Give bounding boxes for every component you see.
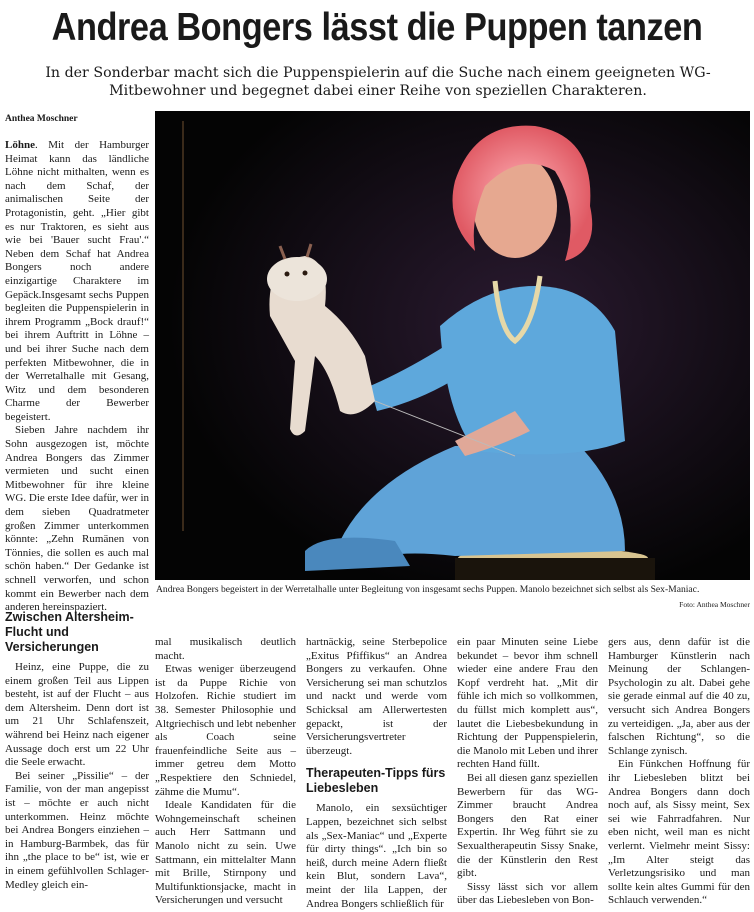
lead-paragraph: Löhne. Mit der Hamburger Heimat kann das ländliche Löhne nicht mithalten, wenn es nach dem Schaf, der animalischen Seite der Protagonistin, geht. „Hier gibt es nur Traktoren, es sieht aus wie bei 'Bauer sucht Frau'.“ Neben dem Schaf hat Andrea Bongers noch andere einzigartige Charaktere im Gepäck.Insgesamt sechs Puppen begleiten die Puppenspielerin in ihrem Programm „Bock drauf!“ bei ihrem Auftritt in Löhne – und bei ihrer Suche nach dem perfekten Mitbewohner, die in der Werretalhalle mit Gesang, Witz und dem besonderen Charme der Bewerber begeistert. bbox=[5, 139, 149, 423]
subheading-2: Therapeuten-Tipps fürs Liebesleben bbox=[306, 766, 446, 796]
article-column-4 bbox=[457, 636, 598, 908]
article-column-5 bbox=[608, 636, 750, 908]
paragraph: Manolo, ein sexsüchtiger Lappen, bezeichnet sich selbst als „Sex-Maniac“ und „Experte für dirty things“. „Ich bin so heiß, durch meine Adern fließt kein Blut, sondern Lava“, meint der lila Lappen, der Andrea Bongers schließlich für bbox=[306, 802, 447, 910]
stage-photo bbox=[155, 111, 750, 580]
article-column-3 bbox=[306, 636, 447, 911]
paragraph: Sieben Jahre nachdem ihr Sohn ausgezogen ist, möchte Andrea Bongers das Zimmer vermieten und sucht einen Mitbewohner für ihre kleine WG. Die erste Idee dafür, wer in dem sieben Quadratmeter großen Zimmer unterkommen könnte: „Zehn Rumänen von Tönnies, die sollen es auch mal schön haben.“ Der Gedanke ist schnell verworfen, und schon kommt ein Bewerber nach dem anderen hereinspaziert. bbox=[5, 424, 149, 614]
paragraph: ein paar Minuten seine Liebe bekundet – bevor ihm schnell wieder eine andere Frau den Kopf verdreht hat. „Mit dir fühle ich mich so vollkommen, du füllst mich komplett aus“, lautet die Liebesbekundung in Richtung der Puppenspielerin, die Manolo mit Leben und ihrer rechten Hand füllt. bbox=[457, 636, 598, 771]
photo-credit: Foto: Anthea Moschner bbox=[679, 600, 750, 609]
performer-with-puppet-image bbox=[155, 111, 750, 580]
paragraph: Bei all diesen ganz speziellen Bewerbern für das WG-Zimmer braucht Andrea Bongers den Rat einer Expertin. Ihr Weg führt sie zu Sexualtherapeutin Sissy Snake, die der Künstlerin den Rest gibt. bbox=[457, 771, 598, 880]
subheadline: In der Sonderbar macht sich die Puppenspielerin auf die Suche nach einem geeigneten WG-Mitbewohner und begegnet dabei einer Reihe von speziellen Charakteren. bbox=[45, 65, 711, 99]
subheading-1: Zwischen Altersheim-Flucht und Versicherungen bbox=[5, 610, 134, 654]
article-column-1-lower bbox=[5, 608, 149, 892]
dateline: Löhne bbox=[5, 139, 35, 151]
paragraph: gers aus, denn dafür ist die Hamburger Künstlerin nach Meinung der Schlangen-Psychologin zu alt. Dabei gehe sie gerade einmal auf die 40 zu, versucht sich Andrea Bongers zu verteidigen. „Ja, aber aus der falschen Richtung“, so die Schlange zynisch. bbox=[608, 636, 750, 757]
paragraph: mal musikalisch deutlich macht. bbox=[155, 636, 296, 662]
article-column-2 bbox=[155, 636, 296, 908]
paragraph: Bei seiner „Pissilie“ – der Familie, von der man angepisst ist – möchte er auch nicht unterkommen. Heinz möchte bei Andrea Bongers einziehen – in Hamburg-Barmbek, das für ihn „the place to be“ ist, wie er in einem gefühlvollen Schlager-Medley gleich ein- bbox=[5, 769, 149, 891]
photo-caption: Andrea Bongers begeistert in der Werretalhalle unter Begleitung von insgesamt sechs Puppen. Manolo bezeichnet sich selbst als Sex-Maniac. bbox=[156, 584, 700, 595]
paragraph: Sissy lässt sich vor allem über das Liebesleben von Bon- bbox=[457, 880, 598, 907]
paragraph: Heinz, eine Puppe, die zu einem großen Teil aus Lippen besteht, ist auf der Flucht – aus dem Altersheim. Denn dort ist um 21 Uhr Schlafenszeit, während bei Heinz nach eigener Aussage doch erst um 22 Uhr die Seele erwacht. bbox=[5, 661, 149, 769]
article-column-1 bbox=[5, 139, 149, 615]
paragraph: Etwas weniger überzeugend ist da Puppe Richie von Holzofen. Richie studiert im 38. Semester Philosophie und Altgriechisch und lebt nebenher als Coach seine frauenfeindliche Seite aus – immer getreu dem Motto „Respektiere den Schniedel, zähme die Mumu“. bbox=[155, 663, 296, 798]
paragraph: Ideale Kandidaten für die Wohngemeinschaft scheinen auch Herr Sattmann und Manolo nicht zu sein. Uwe Sattmann, ein mittelalter Mann mit Brille, Stirnpony und Multifunktionsjacke, macht in Versicherungen und versucht bbox=[155, 799, 296, 907]
paragraph: hartnäckig, seine Sterbepolice „Exitus Pfiffikus“ an Andrea Bongers zu verkaufen. Ohne Versicherung sei man schutzlos und nackt und werde vom Schicksal am Allerwertesten gepackt, ist der Versicherungsvertreter überzeugt. bbox=[306, 636, 447, 757]
author-byline: Anthea Moschner bbox=[5, 114, 78, 124]
headline: Andrea Bongers lässt die Puppen tanzen bbox=[51, 6, 703, 49]
paragraph: Ein Fünkchen Hoffnung für ihr Liebesleben blitzt bei Andrea Bongers dann doch noch auf, als Sissy meint, Sex sei wie Fahrradfahren. Nur eben nicht, weil man es nicht verlernt. Vielmehr meint Sissy: „Im Alter steigt das Verletzungsrisiko und man sollte kein altes Gummi für den Schlauch verwenden.“ bbox=[608, 758, 750, 907]
